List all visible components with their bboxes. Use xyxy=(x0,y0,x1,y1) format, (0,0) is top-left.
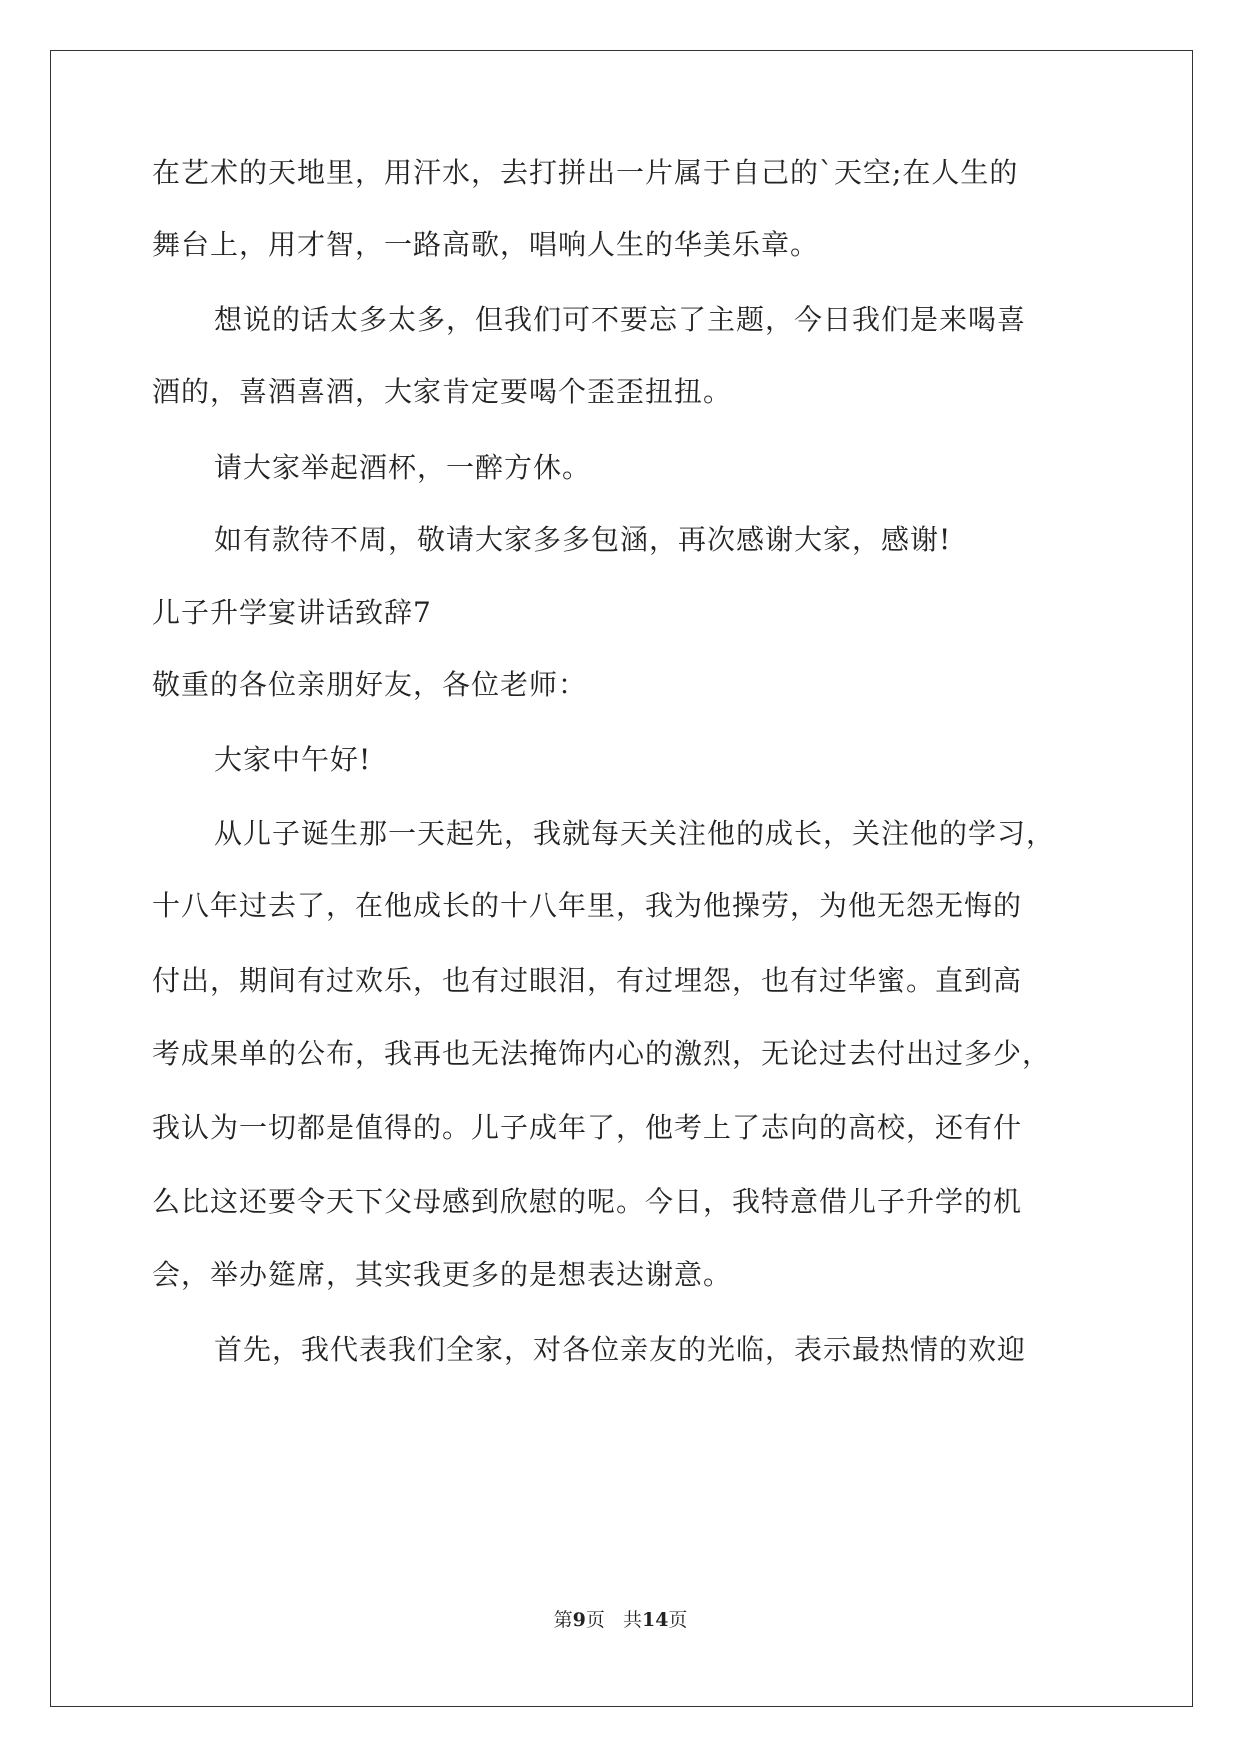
text-line: 我认为一切都是值得的。儿子成年了，他考上了志向的高校，还有什 xyxy=(152,1111,1023,1144)
page-footer xyxy=(0,1608,1241,1632)
text-line: 舞台上，用才智，一路高歌，唱响人生的华美乐章。 xyxy=(152,228,820,261)
text-line: 首先，我代表我们全家，对各位亲友的光临，表示最热情的欢迎 xyxy=(214,1333,1027,1366)
text-line: 如有款待不周，敬请大家多多包涵，再次感谢大家，感谢! xyxy=(214,523,952,556)
section-title: 儿子升学宴讲话致辞7 xyxy=(152,596,432,629)
page-border xyxy=(50,50,1193,1707)
page-suffix: 页 xyxy=(585,1609,605,1631)
text-line: 么比这还要令天下父母感到欣慰的呢。今日，我特意借儿子升学的机 xyxy=(152,1185,1023,1218)
salutation: 敬重的各位亲朋好友，各位老师： xyxy=(152,668,588,701)
greeting: 大家中午好! xyxy=(214,743,372,776)
total-pages: 14 xyxy=(641,1609,669,1631)
text-line: 十八年过去了，在他成长的十八年里，我为他操劳，为他无怨无悔的 xyxy=(152,889,1023,922)
text-line: 会，举办筵席，其实我更多的是想表达谢意。 xyxy=(152,1258,733,1291)
total-prefix: 共 xyxy=(622,1609,642,1631)
text-line: 酒的，喜酒喜酒，大家肯定要喝个歪歪扭扭。 xyxy=(152,375,733,408)
text-line: 想说的话太多太多，但我们可不要忘了主题，今日我们是来喝喜 xyxy=(214,303,1027,336)
text-line: 考成果单的公布，我再也无法掩饰内心的激烈，无论过去付出过多少， xyxy=(152,1037,1052,1070)
text-line: 付出，期间有过欢乐，也有过眼泪，有过埋怨，也有过华蜜。直到高 xyxy=(152,964,1023,997)
text-line: 在艺术的天地里，用汗水，去打拼出一片属于自己的`天空;在人生的 xyxy=(152,156,1019,189)
total-suffix: 页 xyxy=(668,1609,688,1631)
page-number: 9 xyxy=(572,1609,586,1631)
page-prefix: 第 xyxy=(553,1609,573,1631)
text-line: 从儿子诞生那一天起先，我就每天关注他的成长，关注他的学习， xyxy=(214,817,1056,850)
text-line: 请大家举起酒杯，一醉方休。 xyxy=(214,451,592,484)
